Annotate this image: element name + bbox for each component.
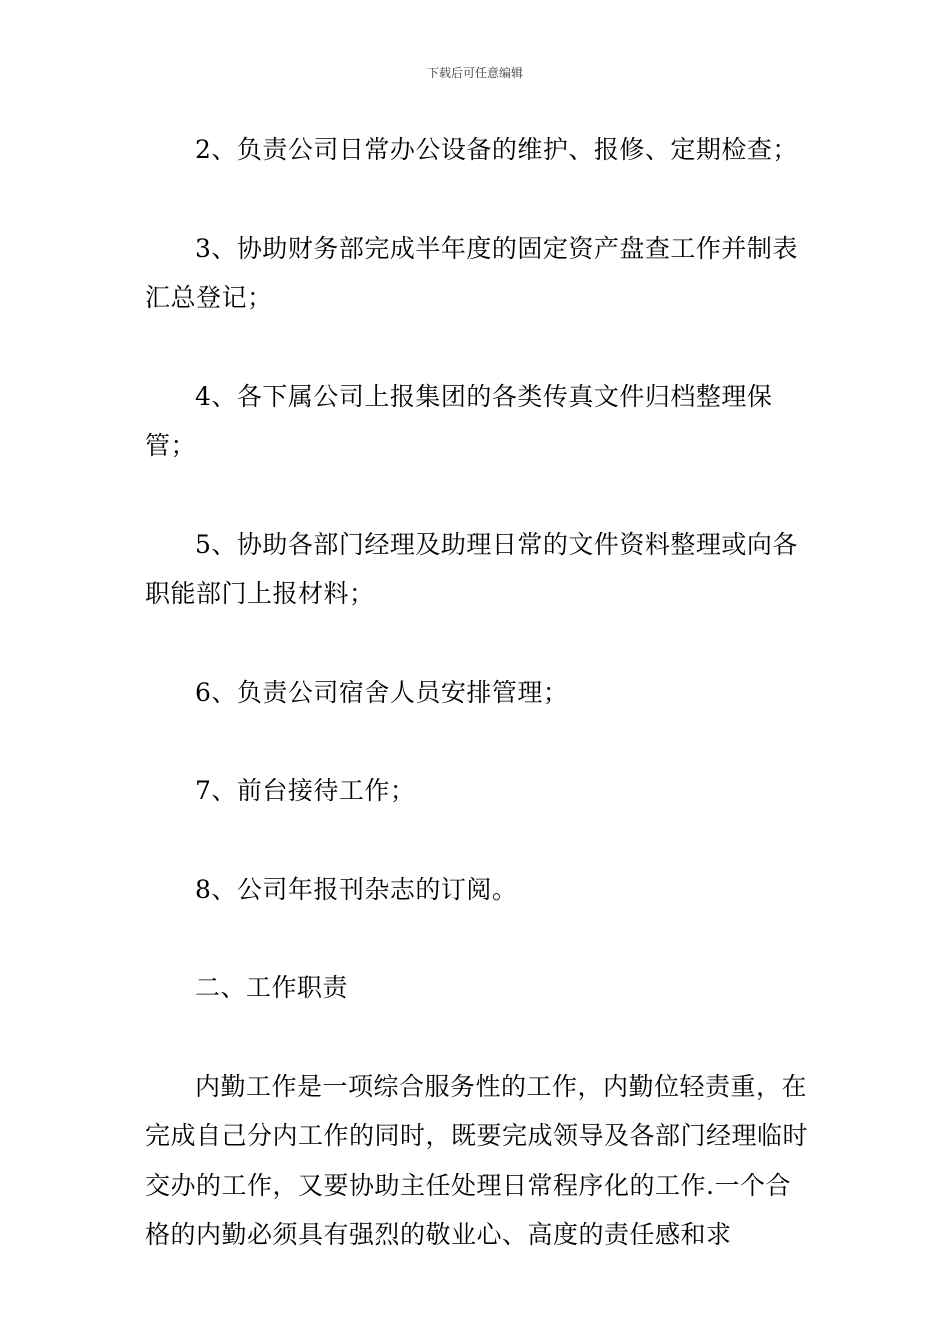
list-item: 5、协助各部门经理及助理日常的文件资料整理或向各职能部门上报材料； xyxy=(145,529,798,608)
list-item: 7、前台接待工作； xyxy=(195,776,416,805)
document-body xyxy=(145,125,810,1260)
list-item: 8、公司年报刊杂志的订阅。 xyxy=(195,874,518,904)
list-item: 3、协助财务部完成半年度的固定资产盘查工作并制表汇总登记； xyxy=(145,233,798,312)
section-heading: 二、工作职责 xyxy=(195,973,349,1002)
list-item: 6、负责公司宿舍人员安排管理； xyxy=(195,677,569,707)
list-item: 4、各下属公司上报集团的各类传真文件归档整理保管； xyxy=(145,381,773,460)
body-paragraph: 内勤工作是一项综合服务性的工作，内勤位轻责重，在完成自己分内工作的同时，既要完成领导及各部门经理临时交办的工作，又要协助主任处理日常程序化的工作.一个合格的内勤必须具有强烈的敬业心、高度的责任感和求 xyxy=(145,1071,809,1249)
page-header: 下载后可任意编辑 xyxy=(426,66,523,80)
list-item: 2、负责公司日常办公设备的维护、报修、定期检查； xyxy=(195,135,798,164)
